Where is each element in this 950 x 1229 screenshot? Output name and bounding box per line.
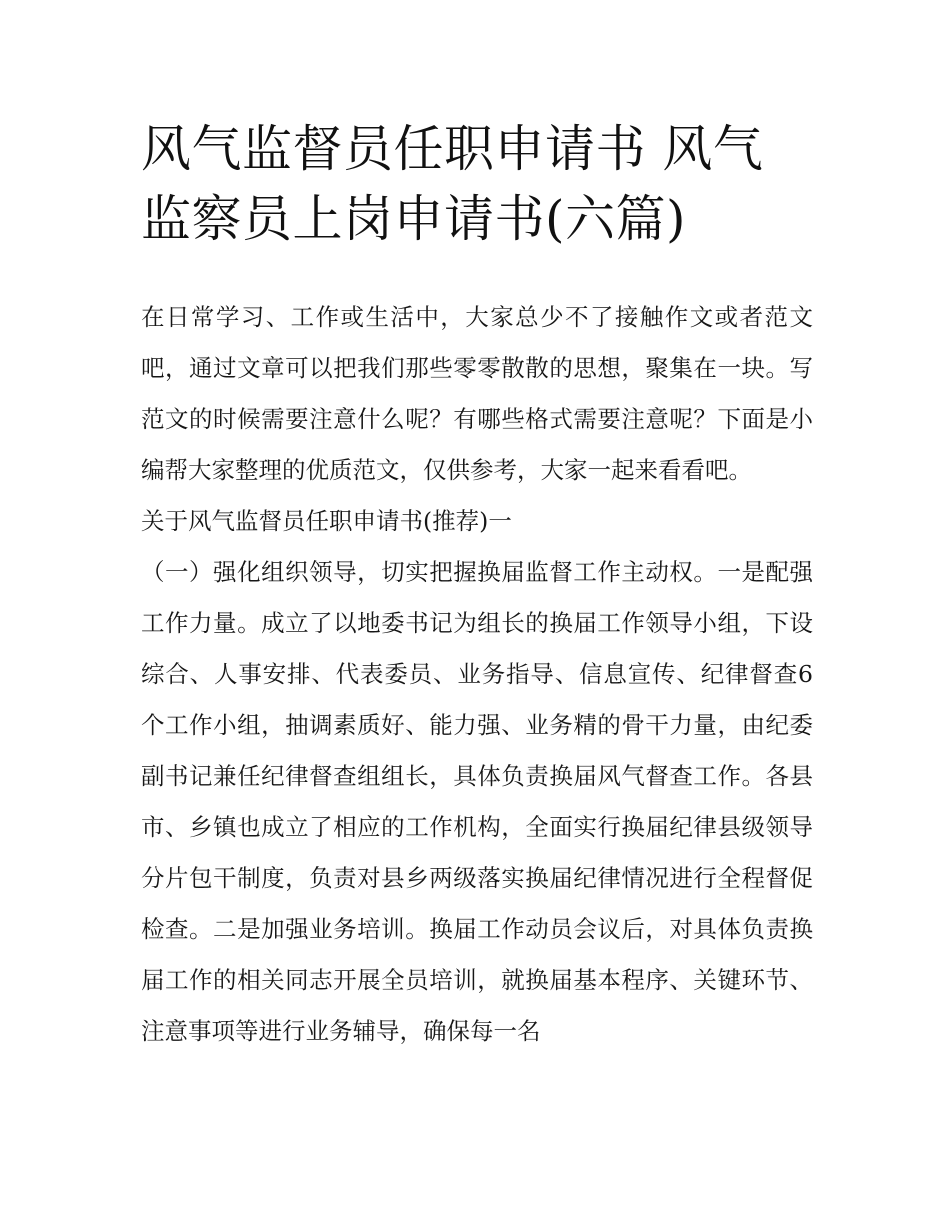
section-heading: 关于风气监督员任职申请书(推荐)一 xyxy=(141,507,512,535)
body-paragraph: （一）强化组织领导，切实把握换届监督工作主动权。一是配强工作力量。成立了以地委书记为组长的换届工作领导小组，下设综合、人事安排、代表委员、业务指导、信息宣传、纪律督查6个工作小组，抽调素质好、能力强、业务精的骨干力量，由纪委副书记兼任纪律督查组组长，具体负责换届风气督查工作。各县市、乡镇也成立了相应的工作机构，全面实行换届纪律县级领导分片包干制度，负责对县乡两级落实换届纪律情况进行全程督促检查。二是加强业务培训。换届工作动员会议后，对具体负责换届工作的相关同志开展全员培训，就换届基本程序、关键环节、注意事项等进行业务辅导，确保每一名 xyxy=(141,558,813,1045)
document-body xyxy=(141,114,813,1057)
document-title: 风气监督员任职申请书 风气监察员上岗申请书(六篇) xyxy=(141,120,764,248)
intro-paragraph: 在日常学习、工作或生活中，大家总少不了接触作文或者范文吧，通过文章可以把我们那些零零散散的思想，聚集在一块。写范文的时候需要注意什么呢？有哪些格式需要注意呢？下面是小编帮大家整理的优质范文，仅供参考，大家一起来看看吧。 xyxy=(141,303,813,484)
